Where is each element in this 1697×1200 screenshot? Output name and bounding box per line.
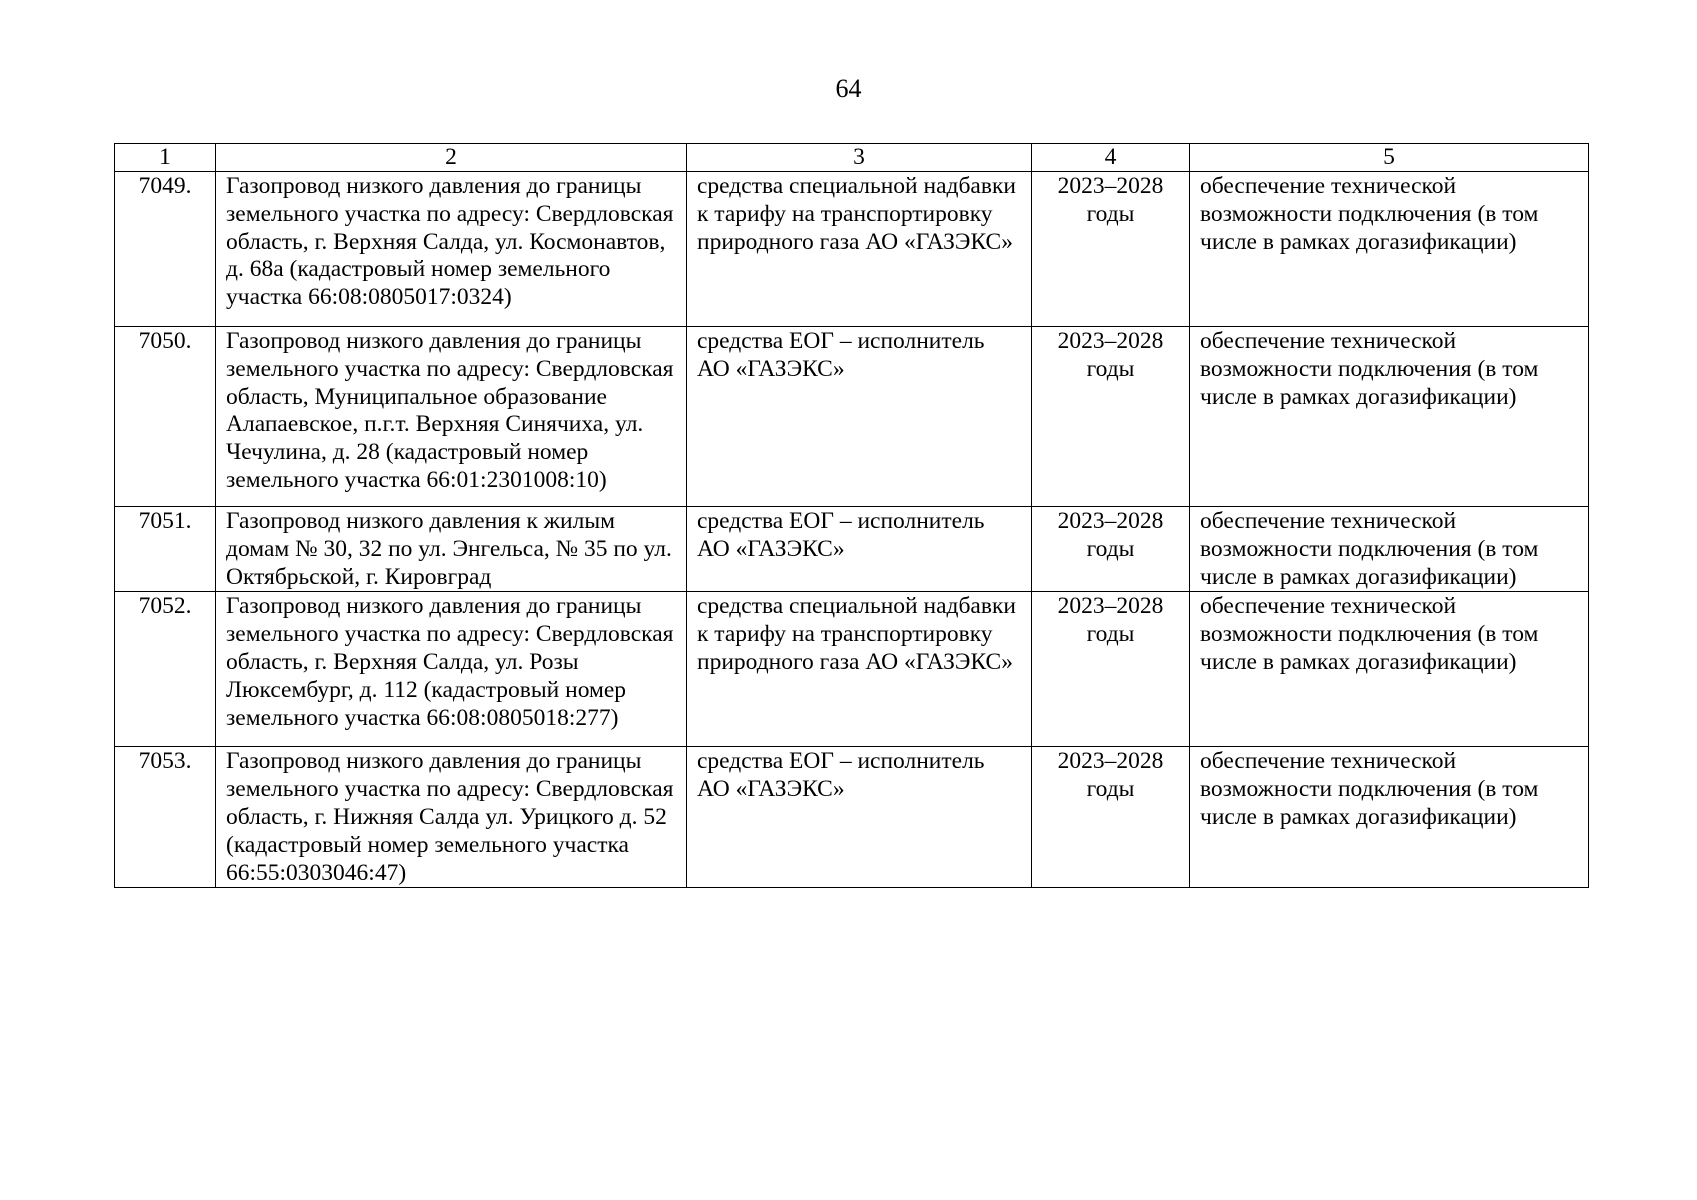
purpose-cell: обеспечение технической возможности подключения (в том числе в рамках догазификации) — [1190, 327, 1589, 507]
period-cell: 2023–2028 годы — [1032, 592, 1190, 747]
table-header-row — [115, 144, 1589, 172]
row-number-cell: 7051. — [115, 507, 216, 592]
purpose-cell: обеспечение технической возможности подключения (в том числе в рамках догазификации) — [1190, 592, 1589, 747]
row-number-cell: 7053. — [115, 747, 216, 888]
funding-source-cell: средства специальной надбавки к тарифу на транспортировку природного газа АО «ГАЗЭКС» — [687, 592, 1032, 747]
object-cell: Газопровод низкого давления до границы земельного участка по адресу: Свердловская область, г. Верхняя Салда, ул. Космонавтов, д. 68а (кадастровый номер земельного участка 66:08:0805017:0324) — [216, 172, 687, 327]
table-row — [115, 747, 1589, 888]
period-cell: 2023–2028 годы — [1032, 327, 1190, 507]
column-header: 5 — [1190, 144, 1589, 172]
table-row — [115, 327, 1589, 507]
purpose-cell: обеспечение технической возможности подключения (в том числе в рамках догазификации) — [1190, 172, 1589, 327]
period-cell: 2023–2028 годы — [1032, 507, 1190, 592]
column-header: 2 — [216, 144, 687, 172]
page-number: 64 — [835, 74, 862, 103]
purpose-cell: обеспечение технической возможности подключения (в том числе в рамках догазификации) — [1190, 507, 1589, 592]
funding-source-cell: средства ЕОГ – исполнитель АО «ГАЗЭКС» — [687, 747, 1032, 888]
object-cell: Газопровод низкого давления до границы земельного участка по адресу: Свердловская область, Муниципальное образование Алапаевское, п.г.т. Верхняя Синячиха, ул. Чечулина, д. 28 (кадастровый номер земельного участка 66:01:2301008:10) — [216, 327, 687, 507]
column-header: 3 — [687, 144, 1032, 172]
table-row — [115, 172, 1589, 327]
funding-source-cell: средства ЕОГ – исполнитель АО «ГАЗЭКС» — [687, 507, 1032, 592]
object-cell: Газопровод низкого давления до границы земельного участка по адресу: Свердловская область, г. Нижняя Салда ул. Урицкого д. 52 (кадастровый номер земельного участка 66:55:0303046:47) — [216, 747, 687, 888]
funding-source-cell: средства ЕОГ – исполнитель АО «ГАЗЭКС» — [687, 327, 1032, 507]
column-header: 1 — [115, 144, 216, 172]
table-row — [115, 507, 1589, 592]
column-header: 4 — [1032, 144, 1190, 172]
row-number-cell: 7050. — [115, 327, 216, 507]
purpose-cell: обеспечение технической возможности подключения (в том числе в рамках догазификации) — [1190, 747, 1589, 888]
row-number-cell: 7052. — [115, 592, 216, 747]
gas-pipeline-table — [114, 143, 1589, 888]
period-cell: 2023–2028 годы — [1032, 747, 1190, 888]
row-number-cell: 7049. — [115, 172, 216, 327]
object-cell: Газопровод низкого давления к жилым домам № 30, 32 по ул. Энгельса, № 35 по ул. Октябрьской, г. Кировград — [216, 507, 687, 592]
object-cell: Газопровод низкого давления до границы земельного участка по адресу: Свердловская область, г. Верхняя Салда, ул. Розы Люксембург, д. 112 (кадастровый номер земельного участка 66:08:0805018:277) — [216, 592, 687, 747]
funding-source-cell: средства специальной надбавки к тарифу на транспортировку природного газа АО «ГАЗЭКС» — [687, 172, 1032, 327]
table-row — [115, 592, 1589, 747]
period-cell: 2023–2028 годы — [1032, 172, 1190, 327]
